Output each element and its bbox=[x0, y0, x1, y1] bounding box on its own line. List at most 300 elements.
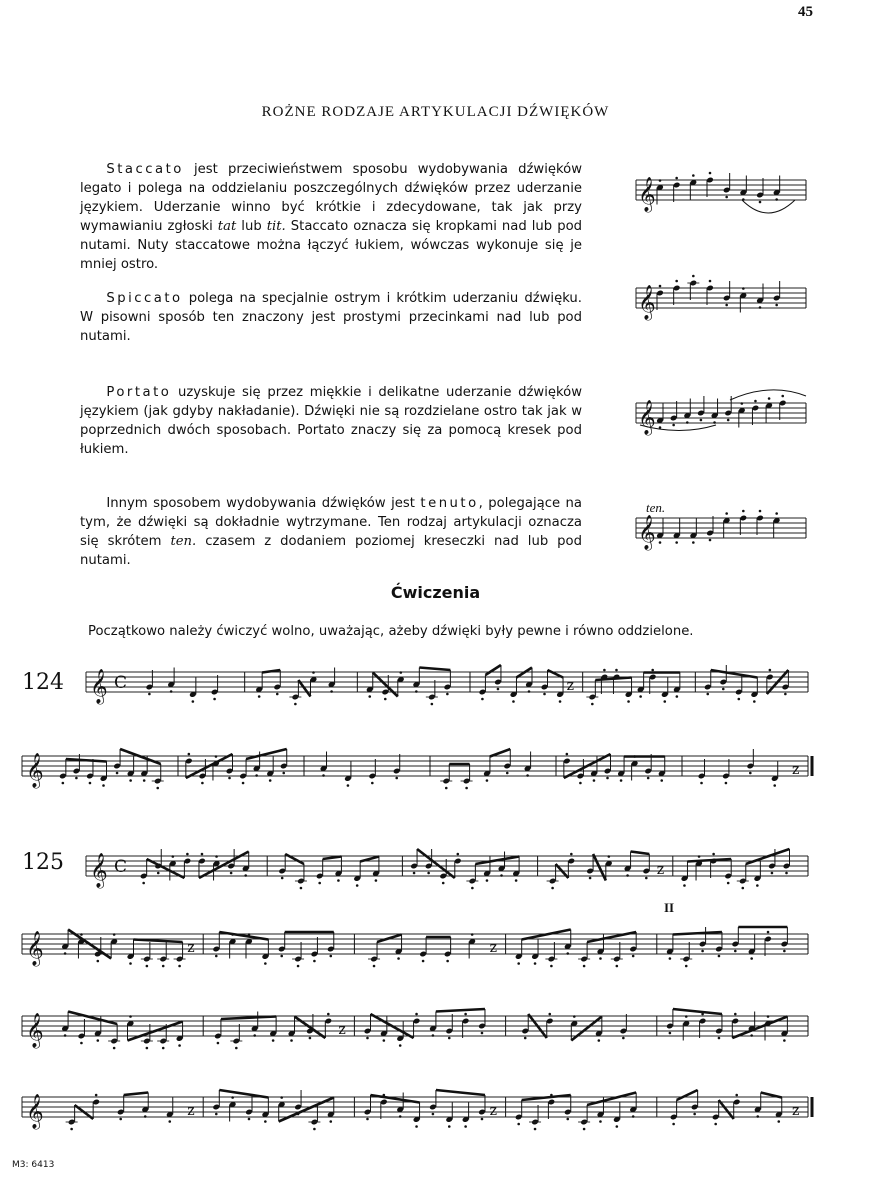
staccato-dot bbox=[566, 753, 569, 756]
staccato-dot bbox=[213, 698, 216, 701]
staccato-dot bbox=[741, 887, 744, 890]
staccato-dot bbox=[660, 779, 663, 782]
exercise-number-125: 125 bbox=[22, 850, 64, 875]
staccato-dot bbox=[659, 541, 662, 544]
staccato-dot bbox=[579, 782, 582, 785]
beam bbox=[68, 1012, 117, 1025]
staccato-dot bbox=[753, 700, 756, 703]
staccato-dot bbox=[400, 671, 403, 674]
staccato-dot bbox=[706, 693, 709, 696]
beam bbox=[419, 668, 450, 671]
staccato-dot bbox=[446, 960, 449, 963]
staccato-dot bbox=[749, 772, 752, 775]
staccato-dot bbox=[698, 855, 701, 858]
staccato-dot bbox=[685, 965, 688, 968]
staccato-dot bbox=[329, 955, 332, 958]
staccato-dot bbox=[62, 782, 65, 785]
staccato-dot bbox=[215, 755, 218, 758]
staccato-dot bbox=[230, 872, 233, 875]
staccato-dot bbox=[672, 424, 675, 427]
staccato-dot bbox=[146, 965, 149, 968]
staccato-dot bbox=[113, 1047, 116, 1050]
staccato-dot bbox=[598, 1039, 601, 1042]
staccato-dot bbox=[264, 1120, 267, 1123]
staccato-em-tat: tat bbox=[217, 219, 237, 234]
staccato-dot bbox=[785, 872, 788, 875]
staccato-dot bbox=[327, 1013, 330, 1016]
staccato-dot bbox=[672, 1123, 675, 1126]
beam bbox=[221, 1017, 276, 1020]
beam bbox=[323, 857, 342, 860]
staccato-dot bbox=[693, 1113, 696, 1116]
staccato-dot bbox=[422, 960, 425, 963]
staccato-dot bbox=[783, 1039, 786, 1042]
staccato-dot bbox=[524, 1037, 527, 1040]
staccato-dot bbox=[551, 887, 554, 890]
beam bbox=[219, 1090, 268, 1098]
staccato-text: jest przeciwieństwem sposobu wydobywania dźwięków legato i polega na oddzielaniu poszczególnych dźwięków przez uderzanie językiem. Uderzanie winno być krótkie i zdecydowane, tak jak przy wymawianiu zgłoski bbox=[80, 162, 582, 234]
staccato-dot bbox=[750, 957, 753, 960]
staccato-dot bbox=[718, 1037, 721, 1040]
staccato-dot bbox=[96, 1039, 99, 1042]
staccato-dot bbox=[741, 402, 744, 405]
staccato-dot bbox=[432, 1113, 435, 1116]
staccato-dot bbox=[445, 787, 448, 790]
beam bbox=[436, 1009, 485, 1012]
staccato-dot bbox=[427, 872, 430, 875]
section-title: ROŻNE RODZAJE ARTYKULACJI DŹWIĘKÓW bbox=[261, 104, 610, 120]
staccato-dot bbox=[486, 879, 489, 882]
staccato-em-tit: tit. bbox=[266, 219, 286, 234]
beam bbox=[219, 932, 268, 940]
beam bbox=[631, 852, 650, 855]
staccato-dot bbox=[129, 779, 132, 782]
beam bbox=[134, 940, 183, 943]
rest: z bbox=[792, 1103, 800, 1119]
staccato-dot bbox=[356, 884, 359, 887]
beam bbox=[147, 859, 185, 878]
staccato-dot bbox=[235, 1047, 238, 1050]
treble-clef: 𝄞 bbox=[638, 177, 656, 212]
staccato-dot bbox=[80, 1042, 83, 1045]
staccato-dot bbox=[725, 196, 728, 199]
staccato-dot bbox=[777, 1120, 780, 1123]
treble-clef: 𝄞 bbox=[26, 931, 44, 966]
beam bbox=[673, 1009, 722, 1014]
staccato-dot bbox=[116, 772, 119, 775]
staccato-dot bbox=[725, 304, 728, 307]
staccato-dot bbox=[769, 669, 772, 672]
staccato-dot bbox=[675, 280, 678, 283]
staccato-dot bbox=[276, 693, 279, 696]
time-signature: C bbox=[114, 673, 128, 693]
position-mark: II bbox=[664, 900, 675, 915]
staccato-dot bbox=[683, 884, 686, 887]
beam bbox=[285, 854, 304, 864]
staccato-dot bbox=[486, 779, 489, 782]
beam bbox=[711, 670, 758, 678]
staccato-dot bbox=[686, 421, 689, 424]
staccato-dot bbox=[313, 960, 316, 963]
staccato-dot bbox=[675, 177, 678, 180]
beam bbox=[120, 749, 161, 764]
staccato-dot bbox=[759, 306, 762, 309]
staccato-dot bbox=[269, 779, 272, 782]
staccato-dot bbox=[616, 965, 619, 968]
staccato-dot bbox=[506, 772, 509, 775]
staccato-dot bbox=[290, 1039, 293, 1042]
staccato-dot bbox=[178, 1044, 181, 1047]
staccato-dot bbox=[172, 855, 175, 858]
staccato-dot bbox=[775, 198, 778, 201]
staccato-dot bbox=[620, 779, 623, 782]
staccato-dot bbox=[399, 1044, 402, 1047]
staccato-dot bbox=[244, 874, 247, 877]
staccato-dot bbox=[231, 1096, 234, 1099]
beam bbox=[522, 1095, 571, 1100]
staccato-dot bbox=[70, 1128, 73, 1131]
footer-mark: M3: 6413 bbox=[12, 1160, 55, 1170]
staccato-dot bbox=[264, 962, 267, 965]
beam bbox=[490, 749, 510, 757]
staccato-dot bbox=[526, 774, 529, 777]
rest: z bbox=[792, 762, 800, 778]
staccato-dot bbox=[431, 703, 434, 706]
staccato-dot bbox=[725, 782, 728, 785]
staccato-dot bbox=[415, 1013, 418, 1016]
staccato-dot bbox=[456, 853, 459, 856]
staccato-dot bbox=[669, 957, 672, 960]
staccato-dot bbox=[80, 933, 83, 936]
exercises-intro: Początkowo należy ćwiczyć wolno, uważając, ażeby dźwięki były pewne i równo oddzielone. bbox=[88, 624, 694, 639]
staccato-dot bbox=[366, 1118, 369, 1121]
staccato-dot bbox=[742, 510, 745, 513]
rest: z bbox=[566, 678, 575, 694]
staccato-dot bbox=[700, 782, 703, 785]
staccato-dot bbox=[512, 700, 515, 703]
staccato-dot bbox=[294, 703, 297, 706]
beam bbox=[587, 932, 636, 942]
beam bbox=[417, 849, 455, 878]
staccato-dot bbox=[771, 872, 774, 875]
staccato-dot bbox=[192, 700, 195, 703]
staccato-dot bbox=[186, 853, 189, 856]
slur bbox=[742, 200, 795, 213]
staccato-dot bbox=[217, 1042, 220, 1045]
staccato-dot bbox=[759, 201, 762, 204]
beam bbox=[746, 849, 790, 864]
staccato-dot bbox=[129, 1015, 132, 1018]
beam bbox=[548, 670, 564, 678]
rest: z bbox=[489, 1103, 497, 1119]
staccato-dot bbox=[281, 877, 284, 880]
staccato-dot bbox=[559, 700, 562, 703]
staccato-dot bbox=[712, 853, 715, 856]
staccato-mid: lub bbox=[236, 219, 267, 234]
staccato-dot bbox=[566, 1118, 569, 1121]
beam bbox=[677, 1090, 698, 1100]
staccato-dot bbox=[783, 950, 786, 953]
staccato-dot bbox=[663, 700, 666, 703]
staccato-dot bbox=[692, 275, 695, 278]
staccato-dot bbox=[734, 950, 737, 953]
term-portato: Portato bbox=[106, 385, 172, 400]
staccato-dot bbox=[659, 179, 662, 182]
staccato-dot bbox=[413, 872, 416, 875]
staccato-dot bbox=[432, 1034, 435, 1037]
spiccato-text: polega na specjalnie ostrym i krótkim uderzaniu dźwięku. W pisowni sposób ten znaczony jest prostymi przecinkami nad lub pod nutami. bbox=[80, 291, 582, 344]
staccato-dot bbox=[162, 1047, 165, 1050]
staccato-dot bbox=[781, 395, 784, 398]
staccato-dot bbox=[709, 172, 712, 175]
tenuto-label: ten. bbox=[646, 500, 666, 515]
staccato-dot bbox=[593, 779, 596, 782]
staccato-dot bbox=[767, 1015, 770, 1018]
staccato-dot bbox=[608, 855, 611, 858]
staccato-dot bbox=[242, 782, 245, 785]
staccato-dot bbox=[701, 950, 704, 953]
beam bbox=[298, 680, 310, 697]
staccato-dot bbox=[566, 952, 569, 955]
staccato-dot bbox=[95, 1094, 98, 1097]
staccato-dot bbox=[713, 421, 716, 424]
staccato-dot bbox=[366, 1037, 369, 1040]
staccato-dot bbox=[258, 695, 261, 698]
staccato-dot bbox=[481, 698, 484, 701]
rest: z bbox=[187, 1103, 195, 1119]
staccato-dot bbox=[119, 1118, 122, 1121]
staccato-dot bbox=[329, 1120, 332, 1123]
term-spiccato: Spiccato bbox=[106, 291, 183, 306]
staccato-dot bbox=[632, 955, 635, 958]
staccato-dot bbox=[725, 512, 728, 515]
staccato-dot bbox=[727, 882, 730, 885]
staccato-dot bbox=[142, 882, 145, 885]
beam bbox=[246, 749, 287, 759]
staccato-dot bbox=[534, 1128, 537, 1131]
staccato-dot bbox=[615, 669, 618, 672]
staccato-dot bbox=[397, 957, 400, 960]
staccato-dot bbox=[375, 879, 378, 882]
staccato-tail: Staccato oznacza się kropkami nad lub pod nutami. Nuty staccatowe można łączyć łukiem, wówczas wykonuje się je mniej ostro. bbox=[80, 219, 583, 272]
staccato-dot bbox=[113, 933, 116, 936]
staccato-dot bbox=[645, 877, 648, 880]
treble-clef: 𝄞 bbox=[26, 753, 44, 788]
staccato-dot bbox=[754, 400, 757, 403]
beam bbox=[522, 930, 571, 940]
staccato-dot bbox=[651, 669, 654, 672]
staccato-dot bbox=[64, 1034, 67, 1037]
staccato-dot bbox=[528, 690, 531, 693]
beam bbox=[595, 678, 631, 681]
staccato-dot bbox=[543, 693, 546, 696]
portato-text: uzyskuje się przez miękkie i delikatne uderzanie dźwięków językiem (jak gdyby nakładanie). Dźwięki nie są rozdzielane ostro tak jak w poprzednich dwóch sposobach. Portato znaczy się za pomocą kresek pod łukiem. bbox=[80, 385, 582, 457]
staccato-dot bbox=[515, 879, 518, 882]
staccato-dot bbox=[759, 510, 762, 513]
rest: z bbox=[489, 940, 497, 956]
staccato-dot bbox=[102, 784, 105, 787]
treble-clef: 𝄞 bbox=[638, 400, 656, 435]
staccato-dot bbox=[768, 397, 771, 400]
page-number: 45 bbox=[798, 4, 813, 20]
staccato-dot bbox=[497, 688, 500, 691]
staccato-dot bbox=[632, 1115, 635, 1118]
staccato-dot bbox=[627, 700, 630, 703]
staccato-dot bbox=[471, 887, 474, 890]
staccato-dot bbox=[280, 1096, 283, 1099]
rest: z bbox=[656, 862, 665, 878]
beam bbox=[485, 665, 501, 675]
staccato-dot bbox=[415, 1125, 418, 1128]
tenuto-em: ten. bbox=[170, 534, 197, 549]
staccato-dot bbox=[669, 1032, 672, 1035]
staccato-dot bbox=[415, 690, 418, 693]
staccato-dot bbox=[750, 1034, 753, 1037]
staccato-dot bbox=[448, 1037, 451, 1040]
staccato-dot bbox=[639, 695, 642, 698]
beam bbox=[199, 852, 249, 879]
staccato-dot bbox=[626, 874, 629, 877]
staccato-dot bbox=[573, 1015, 576, 1018]
staccato-dot bbox=[168, 1120, 171, 1123]
staccato-dot bbox=[647, 777, 650, 780]
staccato-dot bbox=[675, 541, 678, 544]
tenuto-pre: Innym sposobem wydobywania dźwięków jest bbox=[106, 496, 421, 511]
staccato-dot bbox=[465, 787, 468, 790]
staccato-dot bbox=[228, 777, 231, 780]
staccato-dot bbox=[371, 782, 374, 785]
staccato-dot bbox=[201, 853, 204, 856]
staccato-dot bbox=[589, 877, 592, 880]
staccato-dot bbox=[773, 784, 776, 787]
staccato-dot bbox=[280, 955, 283, 958]
staccato-dot bbox=[550, 965, 553, 968]
staccato-dot bbox=[692, 541, 695, 544]
rest: z bbox=[338, 1022, 346, 1038]
exercise-number-124: 124 bbox=[22, 670, 64, 695]
staccato-dot bbox=[583, 965, 586, 968]
staccato-dot bbox=[735, 1094, 738, 1097]
beam bbox=[516, 668, 532, 678]
beam bbox=[587, 1093, 636, 1106]
staccato-dot bbox=[373, 965, 376, 968]
term-tenuto: tenuto bbox=[420, 496, 479, 511]
staccato-dot bbox=[548, 1013, 551, 1016]
staccato-dot bbox=[255, 774, 258, 777]
staccato-dot bbox=[500, 874, 503, 877]
staccato-dot bbox=[300, 887, 303, 890]
staccato-dot bbox=[297, 965, 300, 968]
exercises-heading: Ćwiczenia bbox=[390, 583, 481, 602]
beam bbox=[436, 1090, 485, 1095]
rest: z bbox=[187, 940, 195, 956]
staccato-dot bbox=[188, 753, 191, 756]
staccato-dot bbox=[170, 690, 173, 693]
staccato-dot bbox=[738, 698, 741, 701]
staccato-dot bbox=[215, 855, 218, 858]
staccato-dot bbox=[517, 962, 520, 965]
staccato-dot bbox=[248, 1118, 251, 1121]
beam bbox=[571, 1017, 602, 1041]
staccato-dot bbox=[622, 1037, 625, 1040]
staccato-dot bbox=[96, 960, 99, 963]
staccato-dot bbox=[722, 688, 725, 691]
beam bbox=[377, 935, 402, 943]
staccato-dot bbox=[89, 782, 92, 785]
staccato-dot bbox=[368, 695, 371, 698]
staccato-dot bbox=[784, 693, 787, 696]
staccato-dot bbox=[464, 1013, 467, 1016]
staccato-dot bbox=[330, 690, 333, 693]
staccato-dot bbox=[714, 1123, 717, 1126]
beam bbox=[295, 1017, 326, 1039]
staccato-dot bbox=[309, 1037, 312, 1040]
staccato-dot bbox=[481, 1032, 484, 1035]
staccato-dot bbox=[583, 1128, 586, 1131]
beam bbox=[124, 1093, 149, 1096]
staccato-dot bbox=[767, 931, 770, 934]
treble-clef: 𝄞 bbox=[638, 285, 656, 320]
staccato-dot bbox=[399, 1115, 402, 1118]
staccato-dot bbox=[464, 1125, 467, 1128]
treble-clef: 𝄞 bbox=[26, 1094, 44, 1129]
staccato-dot bbox=[395, 777, 398, 780]
staccato-dot bbox=[383, 1039, 386, 1042]
staccato-dot bbox=[616, 1125, 619, 1128]
staccato-dot bbox=[709, 280, 712, 283]
staccato-dot bbox=[517, 1123, 520, 1126]
staccato-dot bbox=[156, 787, 159, 790]
beam bbox=[370, 1095, 419, 1103]
staccato-dot bbox=[727, 419, 730, 422]
treble-clef: 𝄞 bbox=[90, 669, 108, 704]
staccato-dot bbox=[775, 304, 778, 307]
beam bbox=[719, 1100, 734, 1119]
staccato-dot bbox=[534, 962, 537, 965]
beam bbox=[593, 854, 606, 881]
staccato-dot bbox=[282, 772, 285, 775]
staccato-dot bbox=[201, 782, 204, 785]
staccato-dot bbox=[742, 287, 745, 290]
term-staccato: Staccato bbox=[106, 162, 184, 177]
staccato-dot bbox=[143, 779, 146, 782]
staccato-dot bbox=[603, 669, 606, 672]
staccato-dot bbox=[692, 174, 695, 177]
tenuto-text: , polegające na tym, że dźwięki są dokładnie wytrzymane. Ten rodzaj artykulacji oznacza się skrótem bbox=[80, 496, 582, 549]
tenuto-tail: czasem z dodaniem poziomej kreseczki nad lub pod nutami. bbox=[80, 534, 582, 568]
staccato-dot bbox=[448, 1125, 451, 1128]
beam bbox=[279, 1098, 334, 1122]
staccato-dot bbox=[144, 1115, 147, 1118]
staccato-dot bbox=[606, 777, 609, 780]
staccato-dot bbox=[570, 853, 573, 856]
staccato-dot bbox=[685, 1015, 688, 1018]
staccato-dot bbox=[481, 1118, 484, 1121]
staccato-dot bbox=[322, 774, 325, 777]
staccato-dot bbox=[272, 1039, 275, 1042]
treble-clef: 𝄞 bbox=[638, 515, 656, 550]
staccato-dot bbox=[591, 703, 594, 706]
staccato-dot bbox=[756, 884, 759, 887]
beam bbox=[475, 857, 519, 865]
staccato-dot bbox=[756, 1115, 759, 1118]
staccato-dot bbox=[148, 693, 151, 696]
staccato-dot bbox=[347, 784, 350, 787]
staccato-dot bbox=[700, 419, 703, 422]
staccato-dot bbox=[64, 952, 67, 955]
staccato-dot bbox=[676, 695, 679, 698]
treble-clef: 𝄞 bbox=[90, 853, 108, 888]
